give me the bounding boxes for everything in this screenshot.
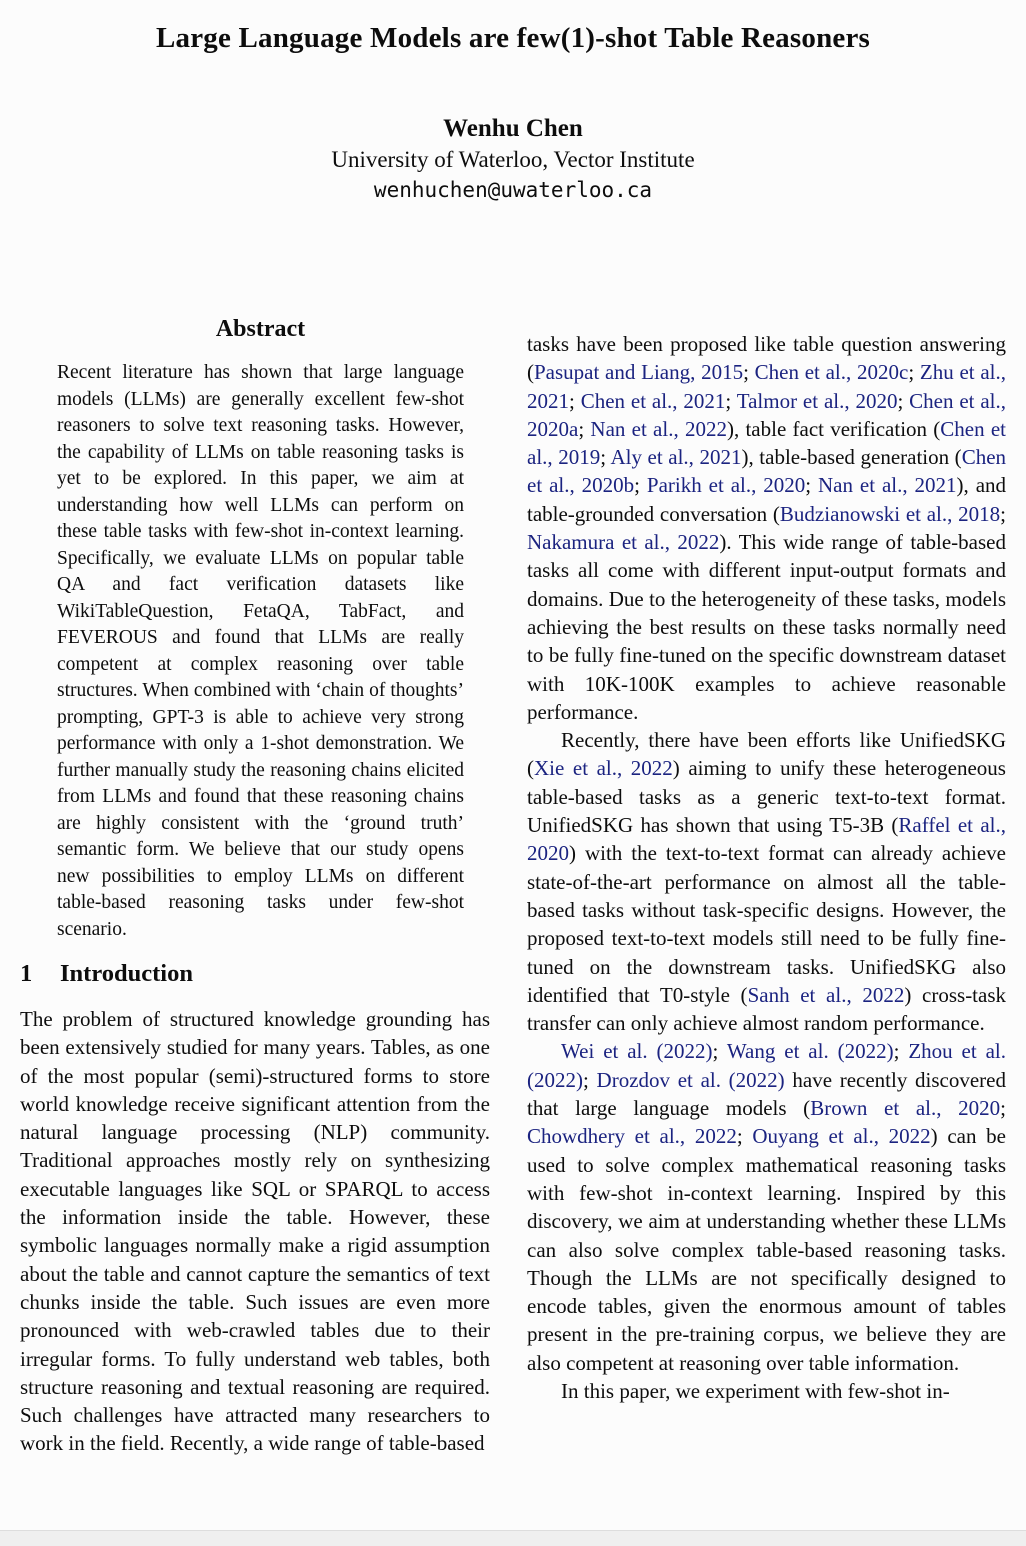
text-run: ;: [1000, 1096, 1006, 1121]
text-run: ), and table-grounded conversation (: [527, 473, 1006, 526]
text-run: ). This wide range of table-based tasks all come with different input-output formats and domains. Due to the heterogeneity of these tasks, models achieving the best results on these tasks normally need to be fully fine-tuned on the specific downstream dataset with 10K-100K examples to achieve reasonable performance.: [527, 530, 1006, 724]
author-block: [0, 114, 1026, 205]
abstract-body: [57, 360, 464, 943]
text-run: ) with the text-to-text format can already achieve state-of-the-art performance on almost all the table-based tasks without task-specific designs. However, the proposed text-to-text models still need to be fully fine-tuned on the downstream tasks. UnifiedSKG also identified that T0-style (: [527, 841, 1006, 1007]
citation-link[interactable]: Xie et al., 2022: [534, 756, 673, 781]
text-run: have recently discovered that large language models (: [527, 1067, 1006, 1121]
citation-link[interactable]: Parikh et al., 2020: [646, 473, 806, 498]
citation-link[interactable]: Brown et al., 2020: [810, 1096, 1001, 1121]
citation-link[interactable]: Nan et al., 2021: [818, 473, 957, 498]
paragraph: [527, 1037, 1006, 1377]
paragraph: [527, 726, 1006, 1037]
text-run: ;: [743, 360, 755, 385]
text-run: ;: [578, 416, 591, 441]
citation-link[interactable]: Sanh et al., 2022: [747, 982, 905, 1007]
citation-link[interactable]: Talmor et al., 2020: [736, 388, 898, 413]
text-run: The problem of structured knowledge grounding has been extensively studied for many years. Tables, as one of the most popular (semi)-structured forms to store world knowledge receive significant attention from the natural language processing (NLP) community. Traditional approaches mostly rely on synthesizing executable languages like SQL or SPARQL to access the information inside the table. However, these symbolic languages normally make a rigid assumption about the table and cannot capture the semantics of text chunks inside the table. Such issues are even more pronounced with web-crawled tables due to their irregular forms. To fully understand web tables, both structure reasoning and textual reasoning are required. Such challenges have attracted many researchers to work in the field. Recently, a wide range of table-based: [20, 1007, 490, 1456]
text-run: ;: [583, 1067, 597, 1092]
text-run: ) aiming to unify these heterogeneous table-based tasks as a generic text-to-text format. UnifiedSKG has shown that using T5-3B (: [527, 756, 1006, 838]
text-run: Recently, there have been efforts like UnifiedSKG (: [527, 728, 1006, 781]
section-title: Introduction: [60, 960, 193, 987]
citation-link[interactable]: Drozdov et al. (2022): [596, 1067, 785, 1092]
text-run: ;: [736, 1124, 753, 1149]
citation-link[interactable]: Chen et al., 2020a: [527, 388, 1006, 441]
author-affiliation: University of Waterloo, Vector Institute: [331, 147, 695, 172]
text-run: ;: [634, 473, 647, 498]
citation-link[interactable]: Nakamura et al., 2022: [527, 530, 720, 555]
citation-link[interactable]: Chen et al., 2019: [527, 416, 1006, 470]
text-run: ), table-based generation (: [741, 445, 962, 470]
text-run: ;: [908, 360, 920, 385]
text-run: ) can be used to solve complex mathematical reasoning tasks with few-shot in-context learning. Inspired by this discovery, we aim at understanding whether these LLMs can also solve complex table-based reasoning tasks. Though the LLMs are not specifically designed to encode tables, given the enormous amount of tables present in the pre-training corpus, we believe they are also competent at reasoning over table information.: [527, 1124, 1006, 1375]
text-run: ;: [897, 388, 910, 413]
citation-link[interactable]: Pasupat and Liang, 2015: [534, 360, 744, 385]
citation-link[interactable]: Zhu et al., 2021: [527, 360, 1006, 413]
text-run: ;: [1000, 501, 1006, 526]
citation-link[interactable]: Ouyang et al., 2022: [752, 1124, 931, 1149]
abstract-heading: Abstract: [215, 316, 306, 342]
citation-link[interactable]: Chowdhery et al., 2022: [527, 1124, 737, 1149]
author-email: wenhuchen@uwaterloo.ca: [373, 178, 653, 202]
text-run: ;: [725, 388, 737, 413]
text-run: ;: [893, 1039, 909, 1064]
citation-link[interactable]: Nan et al., 2022: [590, 416, 727, 441]
citation-link[interactable]: Chen et al., 2021: [580, 388, 726, 413]
text-run: ) cross-task transfer can only achieve almost random performance.: [527, 982, 1006, 1036]
paragraph: [527, 330, 1006, 726]
citation-link[interactable]: Raffel et al., 2020: [527, 813, 1006, 866]
paragraph: [57, 360, 464, 943]
section-heading-introduction: [20, 959, 490, 989]
citation-link[interactable]: Aly et al., 2021: [610, 445, 742, 470]
left-column: [20, 314, 490, 1530]
text-run: Recent literature has shown that large language models (LLMs) are generally excellent few-shot reasoners to solve text reasoning tasks. However, the capability of LLMs on table reasoning tasks is yet to be explored. In this paper, we aim at understanding how well LLMs can perform on these table tasks with few-shot in-context learning. Specifically, we evaluate LLMs on popular table QA and fact verification datasets like WikiTableQuestion, FetaQA, TabFact, and FEVEROUS and found that LLMs are really competent at complex reasoning over table structures. When combined with ‘chain of thoughts’ prompting, GPT-3 is able to achieve very strong performance with only a 1-shot demonstration. We further manually study the reasoning chains elicited from LLMs and found that these reasoning chains are highly consistent with the ‘ground truth’ semantic form. We believe that our study opens new possibilities to employ LLMs on different table-based reasoning tasks under few-shot scenario.: [57, 362, 464, 940]
text-run: In this paper, we experiment with few-shot in-: [561, 1378, 950, 1403]
text-run: tasks have been proposed like table question answering (: [527, 332, 1006, 385]
citation-link[interactable]: Budzianowski et al., 2018: [779, 501, 1001, 526]
text-run: ;: [569, 388, 581, 413]
text-run: ;: [600, 445, 611, 470]
right-column: [527, 314, 1006, 1530]
section-number: 1: [20, 960, 33, 987]
citation-link[interactable]: Chen et al., 2020c: [754, 360, 909, 385]
paragraph: [527, 1377, 1006, 1405]
page-bottom-edge: [0, 1530, 1026, 1546]
paper-title: Large Language Models are few(1)-shot Table Reasoners: [155, 22, 871, 54]
introduction-text-left: [20, 1005, 490, 1458]
introduction-text-right: [527, 330, 1006, 1405]
text-run: ;: [805, 473, 819, 498]
abstract-block: [57, 316, 464, 943]
paragraph: [20, 1005, 490, 1458]
citation-link[interactable]: Zhou et al. (2022): [527, 1039, 1006, 1092]
citation-link[interactable]: Wang et al. (2022): [726, 1039, 894, 1064]
author-name: Wenhu Chen: [443, 115, 583, 142]
citation-link[interactable]: Wei et al. (2022): [561, 1039, 713, 1064]
citation-link[interactable]: Chen et al., 2020b: [527, 445, 1006, 498]
text-run: ), table fact verification (: [726, 416, 941, 441]
text-run: ;: [712, 1039, 727, 1064]
